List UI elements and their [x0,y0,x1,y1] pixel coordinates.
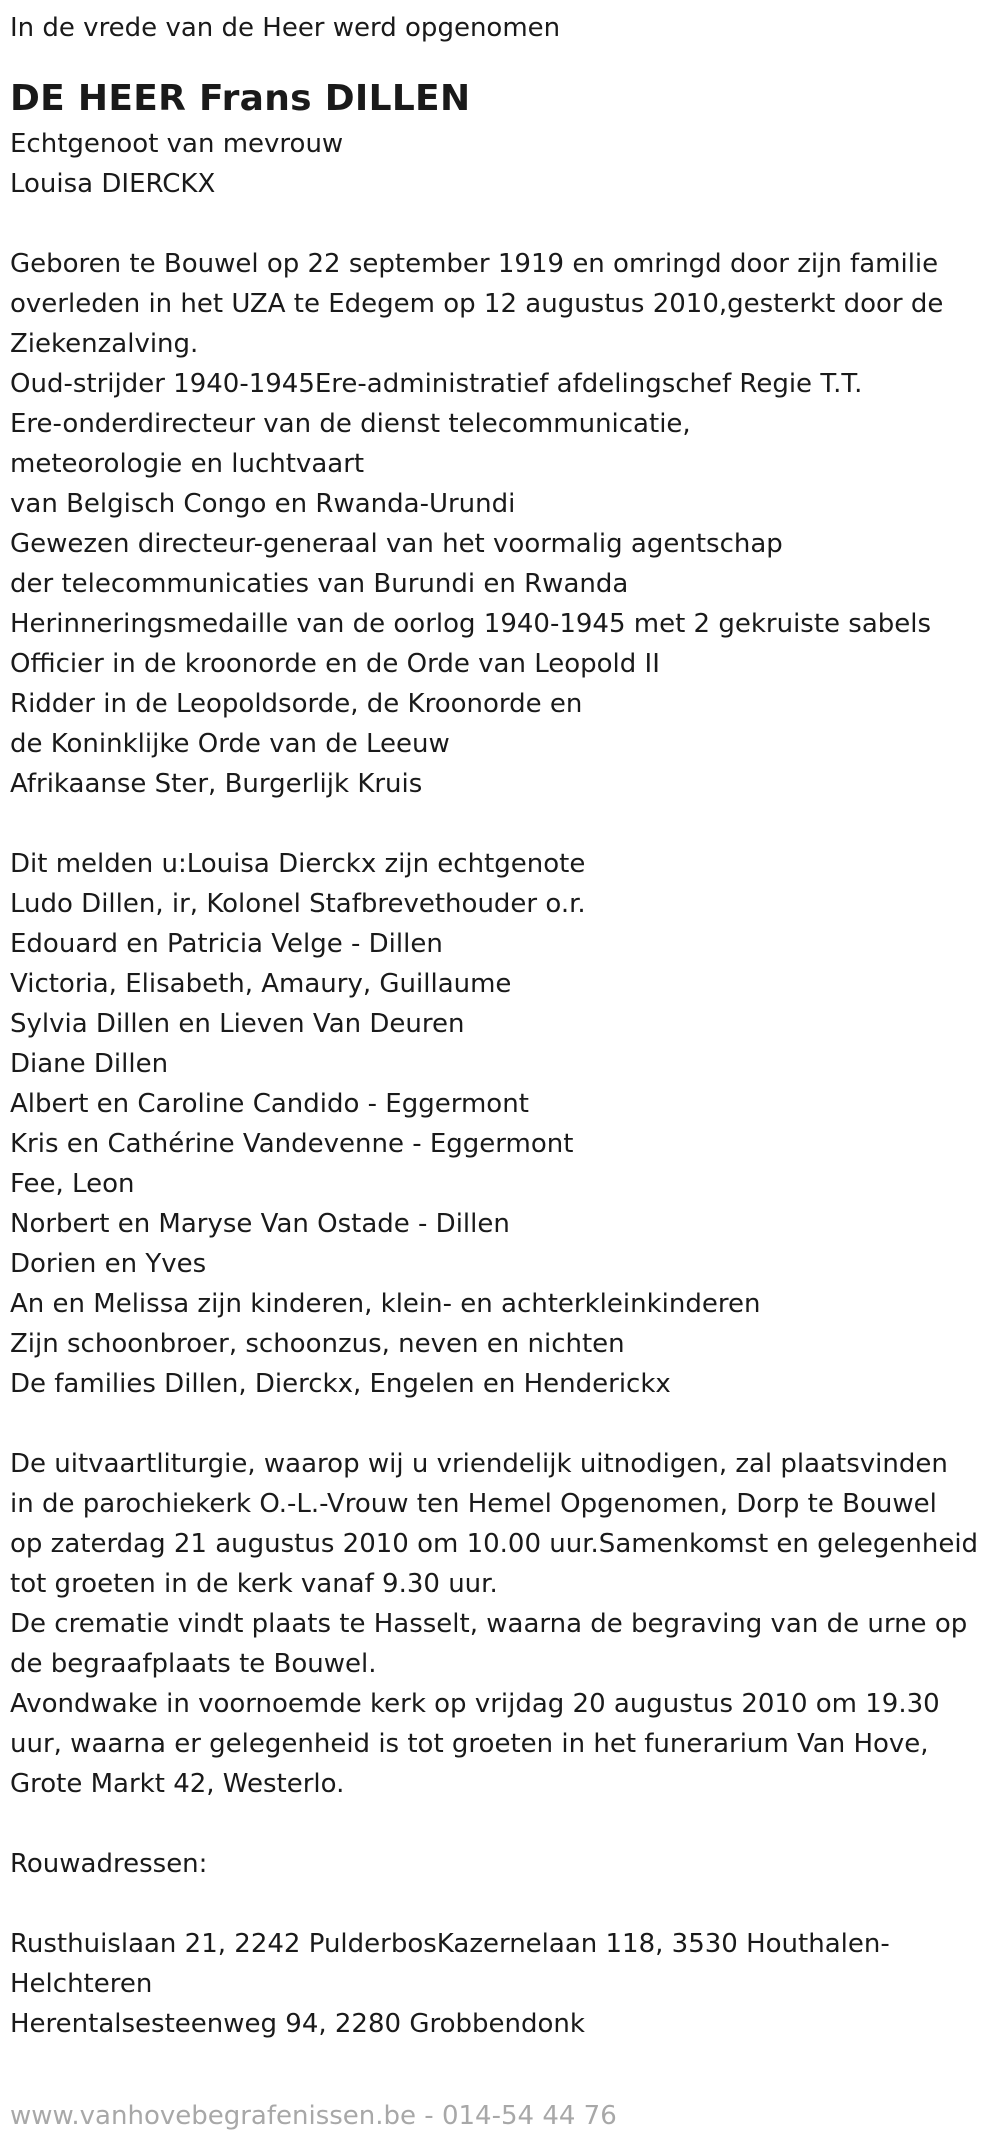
spacer [10,1884,985,1924]
family-line: An en Melissa zijn kinderen, klein- en achterkleinkinderen [10,1289,761,1319]
intro-line: In de vrede van de Heer werd opgenomen [10,13,561,43]
bio-line: meteorologie en luchtvaart [10,449,365,479]
family-line: Dorien en Yves [10,1249,207,1279]
family-line: Diane Dillen [10,1049,169,1079]
funeral-line: de begraafplaats te Bouwel. [10,1649,377,1679]
spacer [10,804,985,844]
funeral-details [10,1444,985,1804]
address-line: Rusthuislaan 21, 2242 PulderbosKazernelaan 118, 3530 Houthalen- [10,1929,890,1959]
spacer [10,204,985,244]
funeral-line: De crematie vindt plaats te Hasselt, waarna de begraving van de urne op [10,1609,968,1639]
address-line: Herentalsesteenweg 94, 2280 Grobbendonk [10,2009,585,2039]
funeral-line: tot groeten in de kerk vanaf 9.30 uur. [10,1569,498,1599]
bio-line: der telecommunicaties van Burundi en Rwanda [10,569,629,599]
obituary-notice [10,8,985,2044]
bio-line: Geboren te Bouwel op 22 september 1919 en omringd door zijn familie [10,249,939,279]
bio-line: Ziekenzalving. [10,329,199,359]
funeral-line: Avondwake in voornoemde kerk op vrijdag 20 augustus 2010 om 19.30 [10,1689,940,1719]
spouse-line: Echtgenoot van mevrouw [10,129,344,159]
funeral-line: uur, waarna er gelegenheid is tot groeten in het funerarium Van Hove, [10,1729,929,1759]
spouse-name: Louisa DIERCKX [10,169,216,199]
funeral-line: op zaterdag 21 augustus 2010 om 10.00 uur.Samenkomst en gelegenheid [10,1529,979,1559]
family-line: Albert en Caroline Candido - Eggermont [10,1089,529,1119]
biography [10,244,985,804]
bio-line: Officier in de kroonorde en de Orde van Leopold II [10,649,660,679]
footer-website-phone: www.vanhovebegrafenissen.be - 014-54 44 76 [10,2101,617,2131]
family-line: Kris en Cathérine Vandevenne - Eggermont [10,1129,574,1159]
bio-line: Gewezen directeur-generaal van het voormalig agentschap [10,529,783,559]
bio-line: Ridder in de Leopoldsorde, de Kroonorde en [10,689,583,719]
bio-line: Afrikaanse Ster, Burgerlijk Kruis [10,769,423,799]
bio-line: van Belgisch Congo en Rwanda-Urundi [10,489,516,519]
family-line: Dit melden u:Louisa Dierckx zijn echtgenote [10,849,586,879]
bio-line: overleden in het UZA te Edegem op 12 augustus 2010,gesterkt door de [10,289,944,319]
family-line: Norbert en Maryse Van Ostade - Dillen [10,1209,510,1239]
spacer [10,1804,985,1844]
family-line: Victoria, Elisabeth, Amaury, Guillaume [10,969,512,999]
bio-line: Ere-onderdirecteur van de dienst telecommunicatie, [10,409,691,439]
spacer [10,1404,985,1444]
deceased-name: DE HEER Frans DILLEN [10,78,471,119]
family-line: De families Dillen, Dierckx, Engelen en Henderickx [10,1369,671,1399]
funeral-line: De uitvaartliturgie, waarop wij u vriendelijk uitnodigen, zal plaatsvinden [10,1449,948,1479]
family-line: Sylvia Dillen en Lieven Van Deuren [10,1009,465,1039]
address-line: Helchteren [10,1969,153,1999]
address-list [10,1924,985,2044]
funeral-line: Grote Markt 42, Westerlo. [10,1769,345,1799]
bio-line: Herinneringsmedaille van de oorlog 1940-1945 met 2 gekruiste sabels [10,609,932,639]
family-list [10,844,985,1404]
family-line: Fee, Leon [10,1169,135,1199]
family-line: Ludo Dillen, ir, Kolonel Stafbrevethouder o.r. [10,889,586,919]
bio-line: de Koninklijke Orde van de Leeuw [10,729,450,759]
family-line: Zijn schoonbroer, schoonzus, neven en nichten [10,1329,625,1359]
bio-line: Oud-strijder 1940-1945Ere-administratief afdelingschef Regie T.T. [10,369,863,399]
family-line: Edouard en Patricia Velge - Dillen [10,929,443,959]
funeral-line: in de parochiekerk O.-L.-Vrouw ten Hemel Opgenomen, Dorp te Bouwel [10,1489,937,1519]
addresses-label: Rouwadressen: [10,1849,208,1879]
